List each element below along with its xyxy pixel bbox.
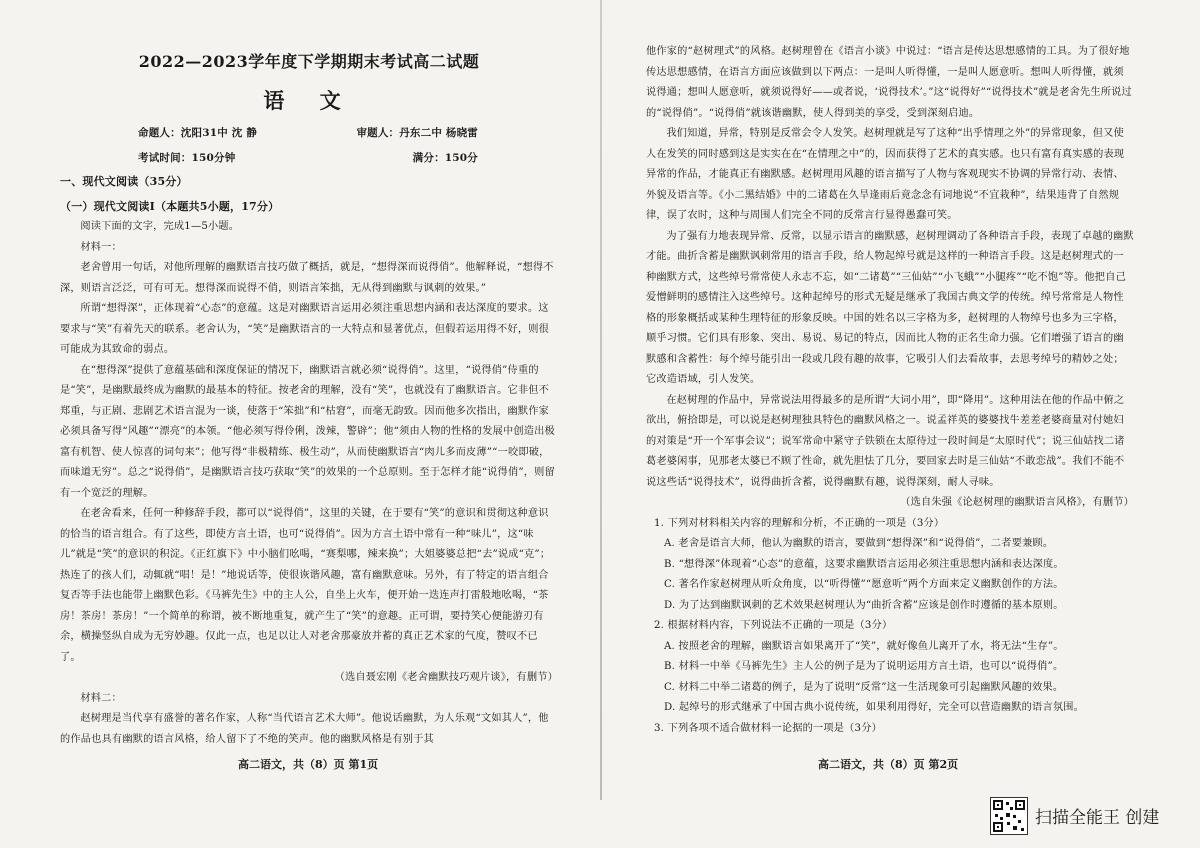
subsection-heading: （一）现代文阅读Ⅰ（本题共5小题，17分） bbox=[60, 199, 280, 213]
paragraph: 他作家的“赵树理式”的风格。赵树理曾在《语言小谈》中说过：“语言是传达思想感情的工具。为了很好地传达思想感情，在语言方面应该做到以下两点：一是叫人听得懂，一是叫人愿意听。想叫人听得懂，就须说得通；想叫人愿意听，就须说得好——或者说，‘说得技术’。”这“说得好”“说得技术”就是老舍先生所说过的“说得俏”。“说得俏”就该谐幽默，使人得到美的享受，受到深刻启迪。 bbox=[646, 46, 1132, 119]
paragraph: 在老舍看来，任何一种修辞手段，都可以“说得俏”，这里的关键，在于要有“笑”的意识和贯彻这种意识的恰当的语言组合。有了这些，即使方言土语，也可“说得俏”。因为方言土语中常有一种“味儿”，这“味儿”就是“笑”的意识的积淀。《正红旗下》中小脑们吆喝，“赛梨哪，辣来换”；大姐婆婆总把“去”说成“克”；热连了的孩人们，动辄就“唱！是！”地说话等，使很诙谐风趣，富有幽默意味。另外，有了特定的语言组合复否等手法也能带上幽默色彩。《马裤先生》中的主人公，自坐上火车，便开始一迭连声打雷般地吆喝，“茶房！茶房！茶房！”一个简单的称谓，被不断地重复，就产生了“笑”的意趣。正可谓，要持笑心便能游刃有余，横操竖纵自成为无穷妙趣。仅此一点，也足以让人对老舍那豪放并蓄的真正艺术家的气度，赞叹不已了。 bbox=[60, 508, 551, 663]
paragraph: 在赵树理的作品中，异常说法用得最多的是所谓“大词小用”，即“降用”。这种用法在他的作品中俯之欲出，俯拾即是，可以说是赵树理独具特色的幽默风格之一。说孟祥英的婆婆找牛差差老婆商量对付她妇的对策是“开一个军事会议”；说军常命中紧守子铁锁在太原待过一段时间是“太原时代”；说三仙姑找二诸葛老婆闲事，见那老太婆已不顾了性命，就先胆怯了几分，要回家去时是三仙姑“不敢恋战”。我们不能不说这些话“说得技术”，说得曲折含蓄，说得幽默有趣，说得深刻，耐人寻味。 bbox=[646, 394, 1125, 488]
section-heading: 一、现代文阅读（35分） bbox=[60, 175, 188, 188]
page-footer: 高二语文，共（8）页 第2页 bbox=[818, 758, 959, 771]
paragraph: 我们知道，异常，特别是反常会令人发笑。赵树理就是写了这种“出乎情理之外”的异常现象，但又使人在发笑的同时感到这是实实在在“在情理之中”的，因而获得了艺术的真实感。也只有富有真实感的表现异常的作品，才能真正有幽默感。赵树理用风趣的语言描写了人物与客观现实不协调的异常行动、表情、外貌及语言等。《小二黑结婚》中的二诸葛在久旱逢雨后竟念念有词地说“不宜栽种”，结果违背了自然规律，误了农时，这种与周围人们完全不同的反常言行显得愚蠢可笑。 bbox=[646, 128, 1125, 221]
instruction: 阅读下面的文字，完成1—5小题。 bbox=[80, 221, 240, 232]
page-2 bbox=[646, 42, 1134, 754]
paragraph: 所谓“想得深”，正体现着“心态”的意蕴。这是对幽默语言运用必须注重思想内涵和表达深度的要求。这要求与“笑”有着先天的联系。老舍认为，“笑”是幽默语言的一大特点和显著优点，但假若运用得不好，则很可能成为其致命的弱点。 bbox=[60, 303, 550, 355]
paragraph: 在“想得深”提供了意蕴基础和深度保证的情况下，幽默语言就必须“说得俏”。这里，“说得俏”侍重的是“笑”，是幽默最终成为幽默的最基本的特征。按老舍的理解，没有“笑”，也就没有了幽默语言。它非但不郑重，与正剧、悲剧艺术语言混为一谈，使落于“笨拙”和“枯窘”，而毫无韵致。因而他多次指出，幽默作家必须具备写得“风趣”“漂亮”的本领。“他必须写得伶俐，泼辣，警辟”；他“须由人物的性格的发展中创造出极富有机智、使人惊喜的词句来”；他写得“非极精练、极生动”，从而使幽默语言“肉儿多而皮薄”“一咬即破，而味道无穷”。总之“说得俏”，是幽默语言技巧获取“笑”的效果的一个总原则。至于怎样才能“说得俏”，则留有一个宽泛的理解。 bbox=[60, 364, 555, 499]
page-fold bbox=[600, 0, 602, 800]
exam-title: 2022—2023学年度下学期期末考试高二试题 bbox=[138, 52, 480, 71]
source-citation: （选自聂宏刚《老舍幽默技巧观片谈》，有删节） bbox=[334, 672, 558, 683]
material-label: 材料二： bbox=[80, 692, 122, 704]
question-option: C. 材料二中举二诸葛的例子，是为了说明“反常”这一生活现象可引起幽默风趣的效果。 bbox=[664, 681, 1064, 693]
question-option: B. 材料一中举《马裤先生》主人公的例子是为了说明运用方言土语，也可以“说得俏”。 bbox=[664, 661, 1064, 672]
question-stem: 3. 下列各项不适合做材料一论据的一项是（3分） bbox=[654, 722, 882, 734]
question-option: B. “想得深”体现着“心态”的意蕴，这要求幽默语言运用必须注重思想内涵和表达深度。 bbox=[664, 558, 1064, 570]
exam-info-row bbox=[60, 148, 558, 169]
paragraph: 为了强有力地表现异常、反常，以显示语言的幽默感，赵树理调动了各种语言手段，表现了卓越的幽默才能。曲折含蓄是幽默讽刺常用的语言手段，给人物起绰号就是这样的一种语言手段。这是赵树理式的一种幽默方式，这些绰号常常使人永志不忘，如“二诸葛”“三仙姑”“小飞蛾”“小腿疼”“吃不饱”等。他把自己爱憎鲜明的感情注入这些绰号。这种起绰号的形式无疑是继承了我国古典文学的传统。绰号常常是人物性格的形象概括或某种生理特征的形象反映。中国的姓名以三字格为多，赵树理的人物绰号也多为三字格，顺乎习惯。它们具有形象、突出、易说、易记的特点，因而比人物的正名生命力强。它们增强了语言的幽默感和含蓄性：每个绰号能引出一段或几段有趣的故事，它吸引人们去看故事，去思考绰号的精妙之处；它改造语域，引人发笑。 bbox=[646, 230, 1134, 385]
source-citation: （选自朱强《论赵树理的幽默语言风格》，有删节） bbox=[900, 497, 1134, 508]
exam-time: 考试时间：150分钟 bbox=[138, 151, 236, 164]
question-stem: 2. 根据材料内容，下列说法不正确的一项是（3分） bbox=[654, 620, 893, 631]
question-option: D. 为了达到幽默讽刺的艺术效果赵树理认为“曲折含蓄”应该是创作时遵循的基本原则。 bbox=[664, 599, 1064, 611]
material-label: 材料一： bbox=[80, 241, 122, 253]
full-score: 满分：150分 bbox=[412, 151, 478, 164]
subject-title: 语 文 bbox=[263, 87, 355, 113]
paragraph: 老舍曾用一句话，对他所理解的幽默语言技巧做了概括，就是，“想得深而说得俏”。他解释说，“想得不深，则语言泛泛，可有可无。想得深而说得不俏，则语言笨拙，无从得到幽默与讽刺的效果。” bbox=[60, 262, 554, 294]
question-option: A. 按照老舍的理解，幽默语言如果离开了“笑”，就好像鱼儿离开了水，将无法“生存”。 bbox=[664, 640, 1064, 652]
question-stem: 1. 下列对材料相关内容的理解和分析，不正确的一项是（3分） bbox=[654, 517, 945, 529]
page-1 bbox=[60, 0, 558, 800]
paragraph: 赵树理是当代享有盛誉的著名作家，人称“当代语言艺术大师”。他说话幽默，为人乐观“文如其人”，他的作品也具有幽默的语言风格，给人留下了不绝的笑声。他的幽默风格是有别于其 bbox=[60, 713, 549, 745]
proposer: 命题人：沈阳31中 沈 静 bbox=[138, 127, 258, 139]
author-row bbox=[60, 123, 558, 144]
scanner-watermark: 扫描全能王 创建 bbox=[1035, 808, 1160, 828]
page-footer: 高二语文，共（8）页 第1页 bbox=[238, 758, 379, 771]
reviewer: 审题人：丹东二中 杨晓雷 bbox=[356, 127, 478, 139]
question-option: A. 老舍是语言大师，他认为幽默的语言，要做到“想得深”和“说得俏”，二者要兼顾。 bbox=[664, 538, 1054, 549]
qr-code-icon bbox=[990, 797, 1028, 835]
question-option: C. 著名作家赵树理从听众角度，以“听得懂”“愿意听”两个方面来定义幽默创作的方法。 bbox=[664, 579, 1064, 590]
question-option: D. 起绰号的形式继承了中国古典小说传统，如果利用得好，完全可以营造幽默的语言氛围。 bbox=[664, 702, 1084, 713]
